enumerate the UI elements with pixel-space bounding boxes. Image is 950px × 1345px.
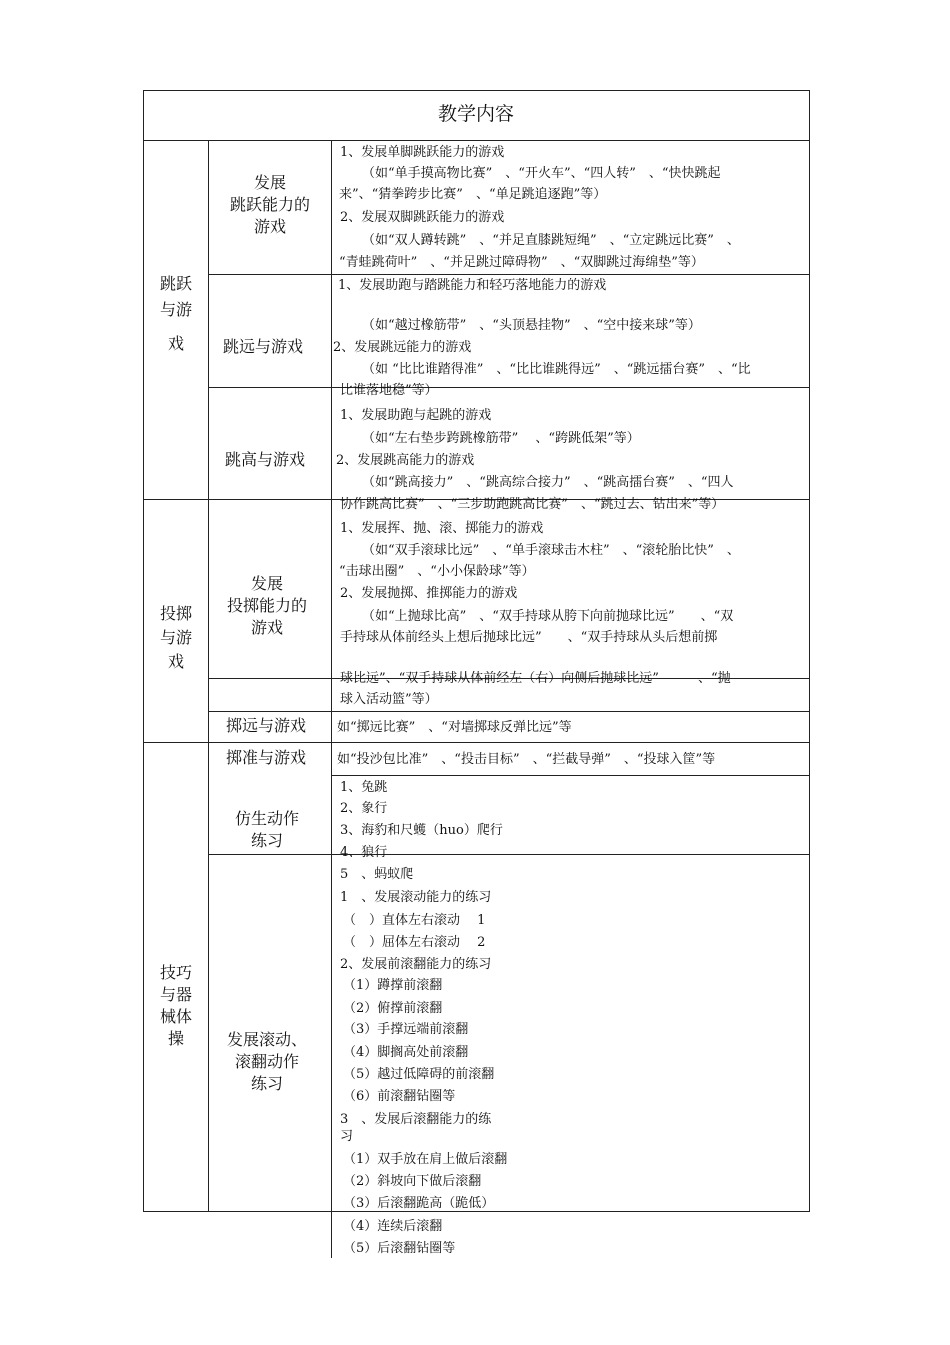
content-line: 3 、发展后滚翻能力的练 xyxy=(340,1112,492,1127)
content-line: （4）脚搁高处前滚翻 xyxy=(343,1045,469,1060)
content-line: （3）手撑远端前滚翻 xyxy=(343,1022,469,1037)
sub-line: 仿生动作 xyxy=(234,809,299,828)
category-line: 与器 xyxy=(159,985,192,1004)
table-border-right xyxy=(809,90,810,1212)
sub-long-jump: 跳远与游戏 xyxy=(222,337,303,356)
content-line: 1、发展助跑与踏跳能力和轻巧落地能力的游戏 xyxy=(338,278,607,293)
sub-line: 投掷能力的 xyxy=(226,596,307,615)
content-line: （如“双手滚球比远” 、“单手滚球击木柱” 、“滚轮胎比快” 、 xyxy=(362,543,740,558)
header-divider xyxy=(143,140,810,141)
content-line: 球比远”、“双手持球从体前经左（右）向侧后抛球比远” 、“抛 xyxy=(340,671,731,686)
content-line: （如“跳高接力” 、“跳高综合接力” 、“跳高擂台赛” 、“四人 xyxy=(362,475,734,490)
content-line: 2、象行 xyxy=(340,801,388,816)
sub-line: 练习 xyxy=(250,831,283,850)
col-divider-2 xyxy=(331,140,332,1258)
content-line: （1）双手放在肩上做后滚翻 xyxy=(343,1152,508,1167)
sub-throw-dev xyxy=(209,573,325,639)
content-line: （ ）屈体左右滚动 2 xyxy=(343,935,486,950)
category-line: 操 xyxy=(167,1029,184,1048)
content-line: 习 xyxy=(340,1129,354,1144)
sub-line: 游戏 xyxy=(250,618,283,637)
content-line: 4、狼行 xyxy=(340,845,388,860)
content-throw-far: 如“掷远比赛” 、“对墙掷球反弹比远”等 xyxy=(337,720,572,735)
category-line: 投掷 xyxy=(159,604,192,623)
content-line: （3）后滚翻跪高（跪低） xyxy=(343,1196,495,1211)
content-line: 2、发展双脚跳跃能力的游戏 xyxy=(340,210,505,225)
row-divider xyxy=(208,854,810,855)
category-throw xyxy=(144,603,208,673)
content-line: （2）斜坡向下做后滚翻 xyxy=(343,1174,482,1189)
content-line: 1、发展单脚跳跃能力的游戏 xyxy=(340,145,505,160)
content-line: （如“双人蹲转跳” 、“并足直膝跳短绳” 、“立定跳远比赛” 、 xyxy=(362,233,740,248)
sub-roll xyxy=(209,1029,325,1095)
content-line: 手持球从体前经头上想后抛球比远” 、“双手持球从头后想前掷 xyxy=(340,630,718,645)
category-line: 与游 xyxy=(159,628,192,647)
category-line: 与游 xyxy=(159,300,192,319)
sub-bionic xyxy=(209,808,325,852)
sub-jump-dev xyxy=(209,172,331,238)
table-border-top xyxy=(143,90,810,91)
content-line: （5）后滚翻钻圈等 xyxy=(343,1241,456,1256)
content-line: 比谁落地稳”等） xyxy=(340,383,438,398)
content-line: 3、海豹和尺蠖（huo）爬行 xyxy=(340,823,503,838)
content-line: （如“上抛球比高” 、“双手持球从胯下向前抛球比远” 、“双 xyxy=(362,609,734,624)
content-line: 协作跳高比赛” 、“三步助跑跳高比赛” 、“跳过去、钻出来”等） xyxy=(340,497,725,512)
content-line: 5 、蚂蚁爬 xyxy=(340,867,414,882)
content-line: （如“越过橡筋带” 、“头顶悬挂物” 、“空中接来球”等） xyxy=(362,318,701,333)
content-line: 2、发展跳高能力的游戏 xyxy=(336,453,475,468)
row-divider xyxy=(208,711,810,712)
sub-line: 练习 xyxy=(250,1074,283,1093)
content-line: 1 、发展滚动能力的练习 xyxy=(340,890,492,905)
sub-high-jump: 跳高与游戏 xyxy=(224,450,305,469)
page-title: 教学内容 xyxy=(437,103,514,125)
content-line: 2、发展前滚翻能力的练习 xyxy=(340,957,492,972)
table-border-bottom xyxy=(143,1211,810,1212)
sub-throw-far: 掷远与游戏 xyxy=(225,716,306,735)
content-line: （4）连续后滚翻 xyxy=(343,1219,443,1234)
category-jump xyxy=(144,273,208,355)
content-line: 2、发展跳远能力的游戏 xyxy=(333,340,472,355)
content-throw-acc: 如“投沙包比准” 、“投击目标” 、“拦截导弹” 、“投球入筐”等 xyxy=(337,752,716,767)
content-line: （5）越过低障碍的前滚翻 xyxy=(343,1067,495,1082)
content-line: （如 “比比谁踏得准” 、“比比谁跳得远” 、“跳远擂台赛” 、“比 xyxy=(362,362,751,377)
content-line: （1）蹲撑前滚翻 xyxy=(343,978,443,993)
category-line: 技巧 xyxy=(159,963,192,982)
content-line: 1、发展助跑与起跳的游戏 xyxy=(340,408,492,423)
content-line: （如“单手摸高物比赛” 、“开火车”、“四人转” 、“快快跳起 xyxy=(362,166,721,181)
content-line: 1、发展挥、抛、滚、掷能力的游戏 xyxy=(340,521,544,536)
content-line: “击球出圈” 、“小小保龄球”等） xyxy=(339,564,535,579)
sub-line: 滚翻动作 xyxy=(234,1052,299,1071)
row-divider xyxy=(331,775,810,776)
sub-line: 发展滚动、 xyxy=(226,1030,307,1049)
row-divider xyxy=(208,387,810,388)
content-line: 来”、“猜拳跨步比赛” 、“单足跳追逐跑”等） xyxy=(339,187,607,202)
content-line: 1、兔跳 xyxy=(340,780,388,795)
sub-line: 发展 xyxy=(253,173,286,192)
category-line: 戏 xyxy=(167,334,184,353)
sub-line: 发展 xyxy=(250,574,283,593)
content-line: （2）俯撑前滚翻 xyxy=(343,1001,443,1016)
sub-line: 游戏 xyxy=(253,217,286,236)
category-line: 械体 xyxy=(159,1007,192,1026)
row-divider xyxy=(208,274,810,275)
content-line: （6）前滚翻钻圈等 xyxy=(343,1089,456,1104)
sub-line: 跳跃能力的 xyxy=(229,195,310,214)
sub-throw-acc: 掷准与游戏 xyxy=(225,748,306,767)
category-line: 跳跃 xyxy=(159,274,192,293)
category-gym xyxy=(144,962,208,1050)
category-line: 戏 xyxy=(167,652,184,671)
content-line: （ ）直体左右滚动 1 xyxy=(343,913,486,928)
content-line: （如“左右垫步跨跳橡筋带” 、“跨跳低架”等） xyxy=(362,431,640,446)
content-line: 2、发展抛掷、推掷能力的游戏 xyxy=(340,586,518,601)
content-line: 球入活动篮”等） xyxy=(340,692,438,707)
content-line: “青蛙跳荷叶” 、“并足跳过障碍物” 、“双脚跳过海绵垫”等） xyxy=(339,255,704,270)
row-divider xyxy=(143,742,810,743)
